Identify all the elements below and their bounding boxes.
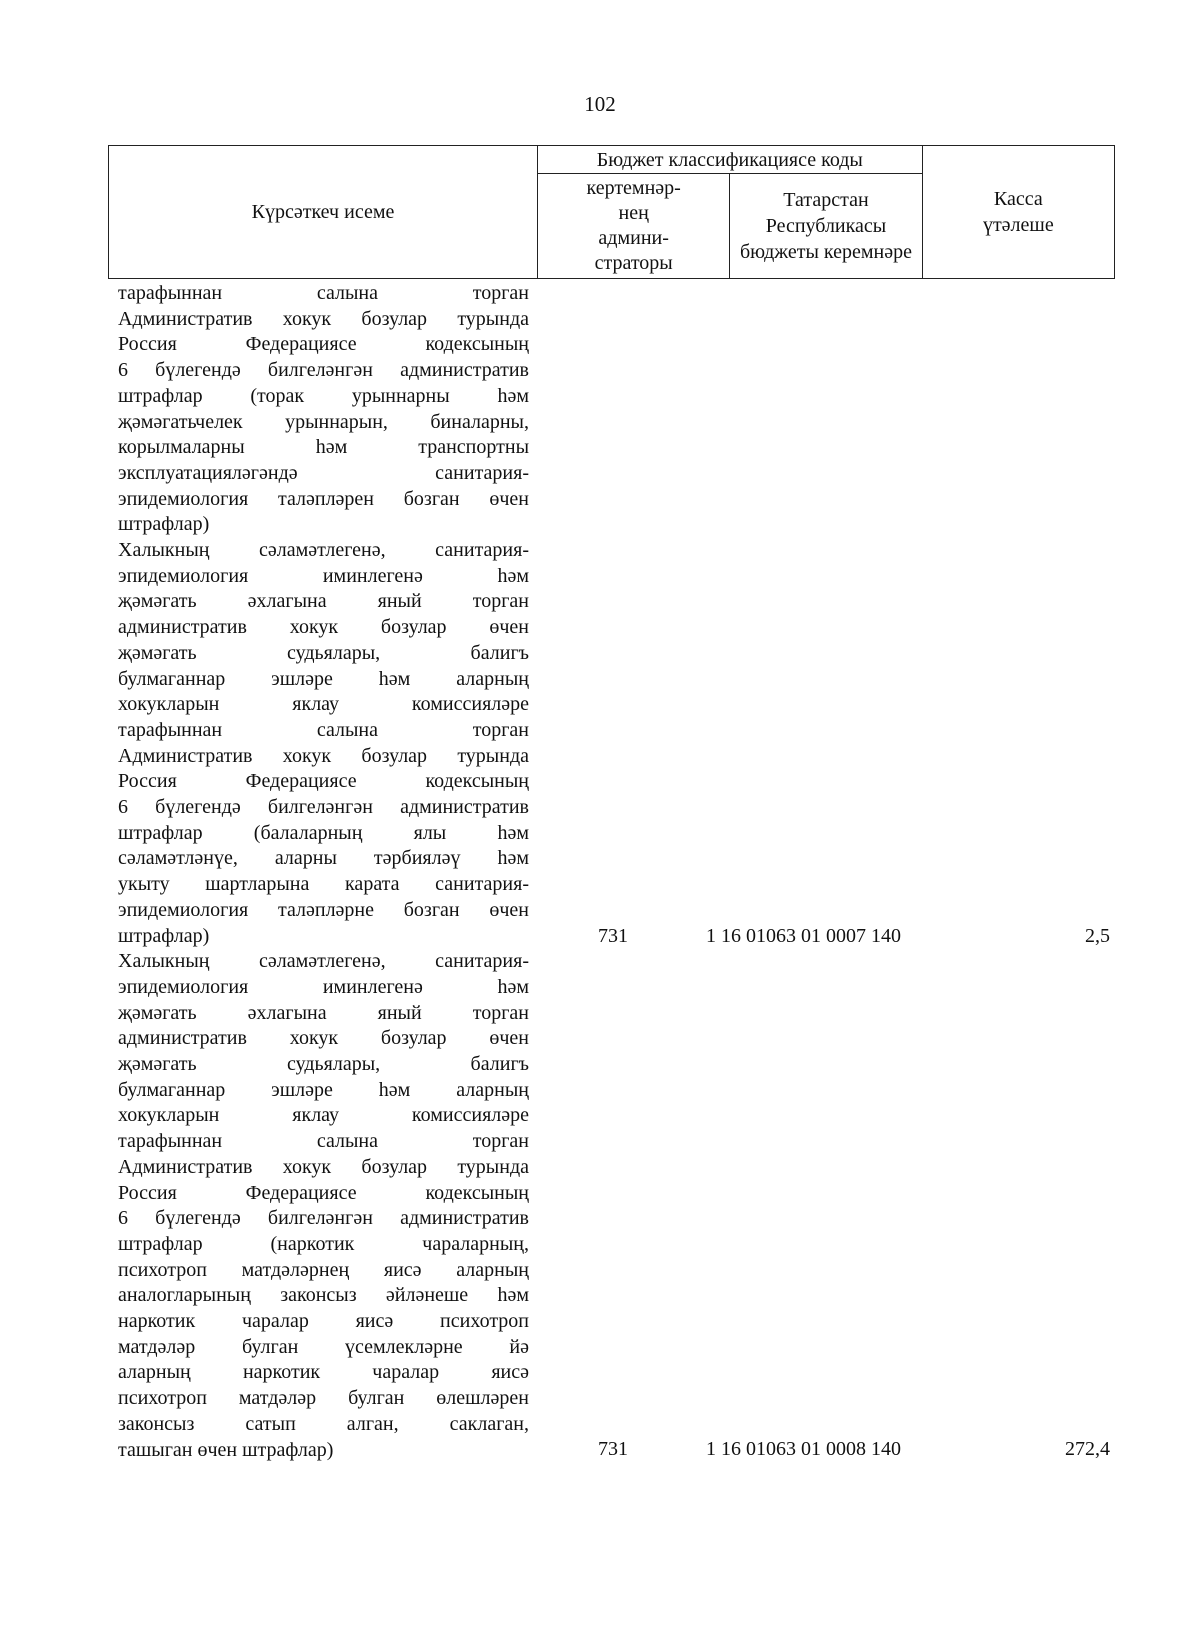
description-line: җәмәгать әхлагына яный торган bbox=[118, 1001, 529, 1024]
description-line: штрафлар (наркотик чараларның, bbox=[118, 1232, 529, 1255]
description-line: аларның наркотик чаралар яисә bbox=[118, 1361, 529, 1384]
header-revenue-line: Татарстан bbox=[783, 189, 869, 211]
indicator-description bbox=[118, 949, 529, 1463]
description-line: наркотик чаралар яисә психотроп bbox=[118, 1310, 529, 1333]
description-line: Административ хокук бозулар турында bbox=[118, 307, 529, 330]
description-line: эпидемиология иминлегенә һәм bbox=[118, 975, 529, 998]
description-line: психотроп матдәләрнең яисә аларның bbox=[118, 1258, 529, 1281]
header-admin-line: админи- bbox=[598, 227, 669, 249]
description-line: тарафыннан салына торган bbox=[118, 718, 529, 741]
description-line: психотроп матдәләр булган өлешләрен bbox=[118, 1387, 529, 1410]
administrator-code: 731 bbox=[598, 1438, 628, 1461]
description-line: хокукларын яклау комиссияләре bbox=[118, 1104, 529, 1127]
page-number: 102 bbox=[584, 92, 616, 116]
description-line: аналогларының законсыз әйләнеше һәм bbox=[118, 1284, 529, 1307]
indicator-description bbox=[118, 538, 529, 949]
header-cash-execution bbox=[922, 146, 1114, 279]
revenue-code: 1 16 01063 01 0007 140 bbox=[706, 924, 901, 947]
header-cash-line: Касса bbox=[993, 188, 1043, 210]
description-line: Россия Федерациясе кодексының bbox=[118, 333, 529, 356]
cash-execution-value: 2,5 bbox=[1085, 924, 1110, 947]
description-line: матдәләр булган үсемлекләрне йә bbox=[118, 1335, 529, 1358]
table-row bbox=[0, 949, 1200, 1463]
description-line: җәмәгатьчелек урыннарын, биналарны, bbox=[118, 410, 529, 433]
description-line: штрафлар) bbox=[118, 924, 210, 947]
header-revenue-administrator bbox=[538, 174, 730, 279]
header-admin-line: страторы bbox=[594, 252, 673, 274]
description-line: эпидемиология таләпләрне бозган өчен bbox=[118, 898, 529, 921]
description-line: җәмәгать әхлагына яный торган bbox=[118, 590, 529, 613]
revenue-code: 1 16 01063 01 0008 140 bbox=[706, 1438, 901, 1461]
indicator-description bbox=[118, 281, 529, 538]
description-line: булмаганнар эшләре һәм аларның bbox=[118, 1078, 529, 1101]
description-line: эпидемиология таләпләрен бозган өчен bbox=[118, 487, 529, 510]
description-line: тарафыннан салына торган bbox=[118, 282, 529, 304]
description-line: законсыз сатып алган, саклаган, bbox=[118, 1412, 529, 1435]
description-line: штрафлар (торак урыннарны һәм bbox=[118, 384, 529, 407]
header-admin-line: кертемнәр- bbox=[586, 177, 681, 199]
description-line: 6 бүлегендә билгеләнгән административ bbox=[118, 1207, 529, 1230]
table-row bbox=[0, 538, 1200, 949]
description-line: хокукларын яклау комиссияләре bbox=[118, 693, 529, 716]
description-line: Халыкның сәламәтлегенә, санитария- bbox=[118, 950, 529, 973]
description-line: булмаганнар эшләре һәм аларның bbox=[118, 667, 529, 690]
header-admin-line: нең bbox=[618, 202, 649, 224]
header-revenue-line: бюджеты керемнәре bbox=[740, 241, 912, 263]
description-line: Административ хокук бозулар турында bbox=[118, 1155, 529, 1178]
cash-execution-value: 272,4 bbox=[1065, 1438, 1110, 1461]
description-line: Халыкның сәламәтлегенә, санитария- bbox=[118, 539, 529, 561]
description-line: штрафлар (балаларның ялы һәм bbox=[118, 821, 529, 844]
header-budget-classification: Бюджет классификациясе коды bbox=[538, 146, 923, 174]
description-line: тарафыннан салына торган bbox=[118, 1130, 529, 1153]
description-line: корылмаларны һәм транспортны bbox=[118, 436, 529, 459]
table-header bbox=[108, 145, 1115, 279]
description-line: штрафлар) bbox=[118, 513, 210, 536]
description-line: җәмәгать судьялары, балигъ bbox=[118, 641, 529, 664]
description-line: укыту шартларына карата санитария- bbox=[118, 873, 529, 896]
description-line: эпидемиология иминлегенә һәм bbox=[118, 564, 529, 587]
description-line: җәмәгать судьялары, балигъ bbox=[118, 1053, 529, 1075]
table-row bbox=[0, 281, 1200, 538]
description-line: Россия Федерациясе кодексының bbox=[118, 770, 529, 793]
description-line: эксплуатацияләгәндә санитария- bbox=[118, 461, 529, 484]
description-line: Административ хокук бозулар турында bbox=[118, 744, 529, 767]
administrator-code: 731 bbox=[598, 924, 628, 947]
description-line: 6 бүлегендә билгеләнгән административ bbox=[118, 359, 529, 382]
header-revenue-line: Республикасы bbox=[765, 215, 887, 237]
description-line: Россия Федерациясе кодексының bbox=[118, 1181, 529, 1204]
header-tatarstan-revenue bbox=[730, 174, 922, 279]
description-line: административ хокук бозулар өчен bbox=[118, 1027, 529, 1050]
description-line: сәламәтләнүе, аларны тәрбияләү һәм bbox=[118, 847, 529, 870]
header-cash-line: үтәлеше bbox=[982, 214, 1054, 236]
description-line: 6 бүлегендә билгеләнгән административ bbox=[118, 796, 529, 819]
description-line: ташыган өчен штрафлар) bbox=[118, 1438, 334, 1461]
description-line: административ хокук бозулар өчен bbox=[118, 616, 529, 639]
header-indicator-name: Күрсәткеч исеме bbox=[109, 146, 538, 279]
